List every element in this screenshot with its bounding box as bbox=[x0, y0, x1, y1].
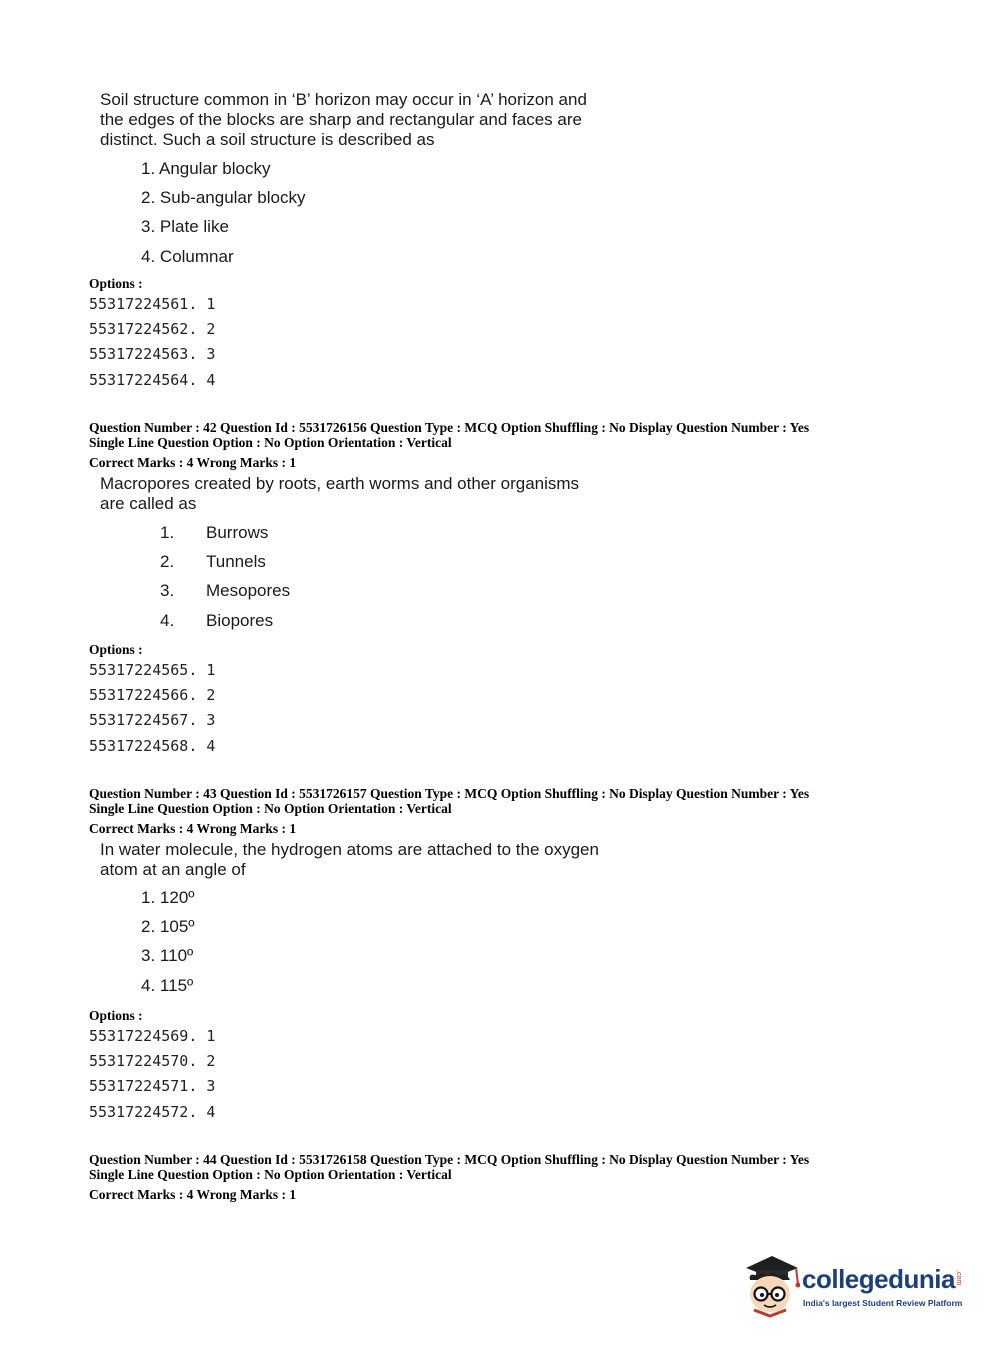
q43-marks: Correct Marks : 4 Wrong Marks : 1 bbox=[89, 821, 297, 836]
q41-text-line: distinct. Such a soil structure is described as bbox=[100, 130, 435, 149]
q43-meta-line2: Single Line Question Option : No Option Orientation : Vertical bbox=[89, 801, 452, 816]
logo-name: collegedunia bbox=[802, 1264, 955, 1294]
q41-option: 55317224563. 3 bbox=[89, 345, 216, 363]
q43-option: 55317224572. 4 bbox=[89, 1103, 216, 1121]
q42-text-line: Macropores created by roots, earth worms and other organisms bbox=[100, 474, 580, 493]
q43-meta-line1: Question Number : 43 Question Id : 5531726157 Question Type : MCQ Option Shuffling : No Display Question Number : Yes bbox=[89, 786, 810, 801]
q41-choice-2: 2. Sub-angular blocky bbox=[141, 188, 306, 207]
q42-choice-4: 4. Biopores bbox=[160, 611, 274, 630]
logo-tagline: India's largest Student Review Platform bbox=[803, 1298, 963, 1308]
q42-text-line: are called as bbox=[100, 494, 197, 513]
q42-options-heading: Options : bbox=[89, 642, 143, 657]
q41-choice-4: 4. Columnar bbox=[141, 247, 234, 266]
q43-text-line: atom at an angle of bbox=[100, 860, 246, 879]
q41-option: 55317224562. 2 bbox=[89, 320, 216, 338]
q43-option: 55317224571. 3 bbox=[89, 1077, 216, 1095]
q43-option: 55317224570. 2 bbox=[89, 1052, 216, 1070]
q44-marks: Correct Marks : 4 Wrong Marks : 1 bbox=[89, 1187, 297, 1202]
q43-choice-3: 3. 110º bbox=[141, 946, 194, 965]
q42-option: 55317224567. 3 bbox=[89, 711, 216, 729]
q44-meta-line2: Single Line Question Option : No Option Orientation : Vertical bbox=[89, 1167, 452, 1182]
q41-text-line: the edges of the blocks are sharp and rectangular and faces are bbox=[100, 110, 582, 129]
logo-suffix: .com bbox=[955, 1270, 962, 1286]
q42-option: 55317224565. 1 bbox=[89, 661, 216, 679]
q43-options-heading: Options : bbox=[89, 1008, 143, 1023]
q41-options-heading: Options : bbox=[89, 276, 143, 291]
q44-meta-line1: Question Number : 44 Question Id : 5531726158 Question Type : MCQ Option Shuffling : No Display Question Number : Yes bbox=[89, 1152, 810, 1167]
q42-option: 55317224566. 2 bbox=[89, 686, 216, 704]
q42-meta-line2: Single Line Question Option : No Option Orientation : Vertical bbox=[89, 435, 452, 450]
q43-choice-1: 1. 120º bbox=[141, 888, 195, 907]
q42-meta-line1: Question Number : 42 Question Id : 5531726156 Question Type : MCQ Option Shuffling : No Display Question Number : Yes bbox=[89, 420, 810, 435]
q41-option: 55317224564. 4 bbox=[89, 371, 216, 389]
collegedunia-logo bbox=[740, 1250, 980, 1320]
q41-choice-1: 1. Angular blocky bbox=[141, 159, 271, 178]
q41-question-text bbox=[100, 90, 587, 150]
q41-text-line: Soil structure common in ‘B’ horizon may occur in ‘A’ horizon and bbox=[100, 90, 587, 109]
mascot-icon bbox=[740, 1250, 800, 1318]
q41-choice-3: 3. Plate like bbox=[141, 217, 229, 236]
q43-option: 55317224569. 1 bbox=[89, 1027, 216, 1045]
q42-choice-2: 2. Tunnels bbox=[160, 552, 266, 571]
q42-question-text bbox=[100, 474, 579, 514]
q42-marks: Correct Marks : 4 Wrong Marks : 1 bbox=[89, 455, 297, 470]
q43-text-line: In water molecule, the hydrogen atoms are attached to the oxygen bbox=[100, 840, 599, 859]
q43-choice-4: 4. 115º bbox=[141, 976, 194, 995]
q43-question-text bbox=[100, 840, 599, 880]
q42-choice-1: 1. Burrows bbox=[160, 523, 269, 542]
q43-choice-2: 2. 105º bbox=[141, 917, 195, 936]
q42-option: 55317224568. 4 bbox=[89, 737, 216, 755]
q42-choice-3: 3. Mesopores bbox=[160, 581, 291, 600]
q41-option: 55317224561. 1 bbox=[89, 295, 216, 313]
